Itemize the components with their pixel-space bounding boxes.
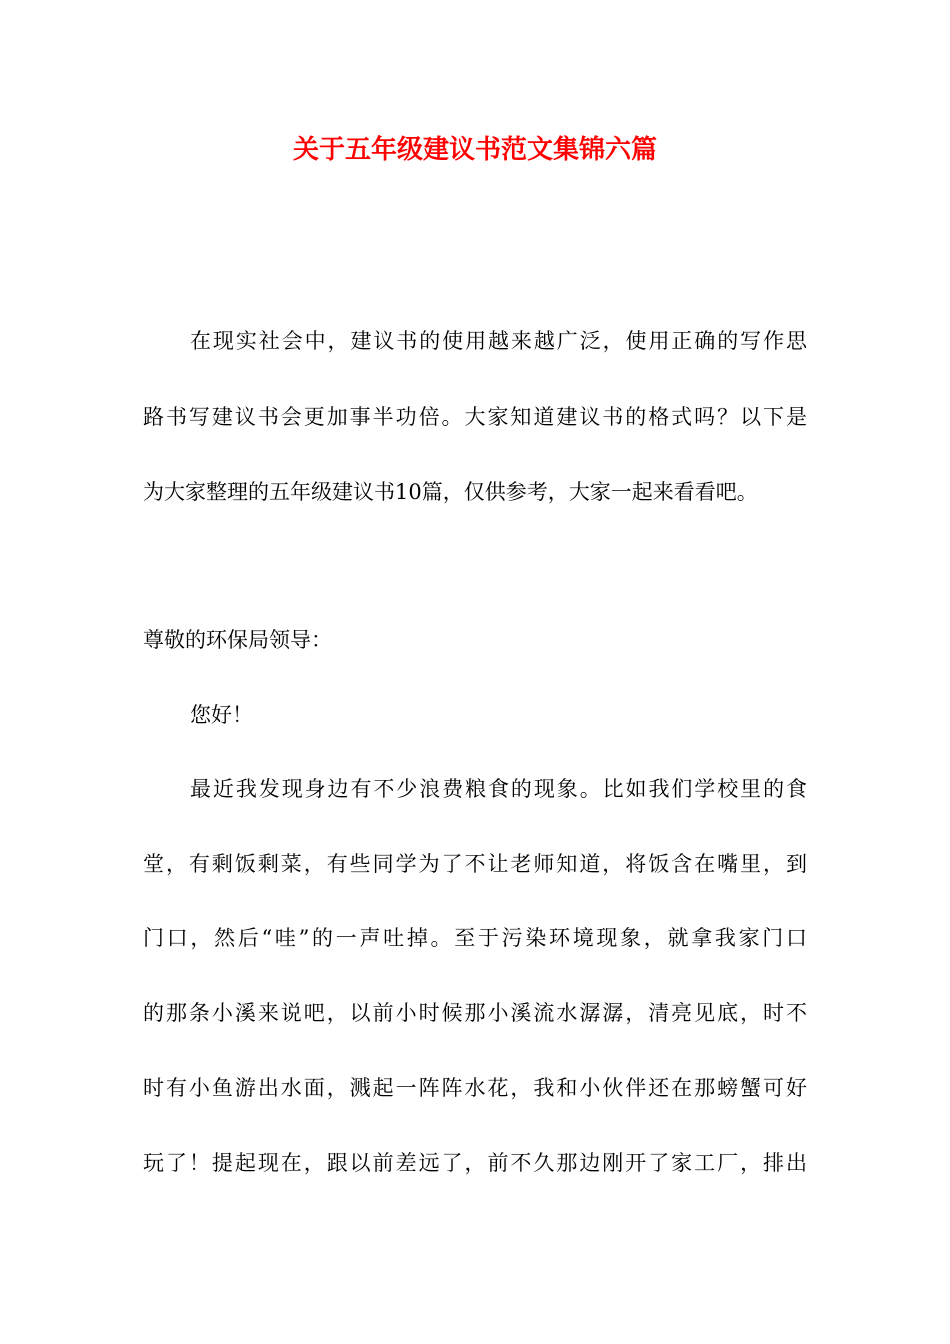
greeting: 您好！ bbox=[190, 703, 253, 727]
body-line-2: 堂，有剩饭剩菜，有些同学为了不让老师知道，将饭含在嘴里，到 bbox=[143, 852, 807, 876]
body-line-4: 的那条小溪来说吧，以前小时候那小溪流水潺潺，清亮见底，时不 bbox=[143, 1001, 807, 1025]
body-line-3: 门口，然后“哇”的一声吐掉。至于污染环境现象，就拿我家门口 bbox=[143, 926, 807, 950]
intro-line-1: 在现实社会中，建议书的使用越来越广泛，使用正确的写作思 bbox=[190, 329, 807, 353]
body-line-1: 最近我发现身边有不少浪费粮食的现象。比如我们学校里的食 bbox=[190, 777, 807, 801]
salutation: 尊敬的环保局领导： bbox=[143, 628, 332, 652]
intro-line-2: 路书写建议书会更加事半功倍。大家知道建议书的格式吗？以下是 bbox=[143, 405, 807, 429]
document-title: 关于五年级建议书范文集锦六篇 bbox=[292, 135, 657, 165]
body-line-5: 时有小鱼游出水面，溅起一阵阵水花，我和小伙伴还在那螃蟹可好 bbox=[143, 1076, 807, 1100]
body-line-6: 玩了！提起现在，跟以前差远了，前不久那边刚开了家工厂，排出 bbox=[143, 1151, 807, 1175]
intro-line-3: 为大家整理的五年级建议书10篇，仅供参考，大家一起来看看吧。 bbox=[143, 480, 758, 504]
